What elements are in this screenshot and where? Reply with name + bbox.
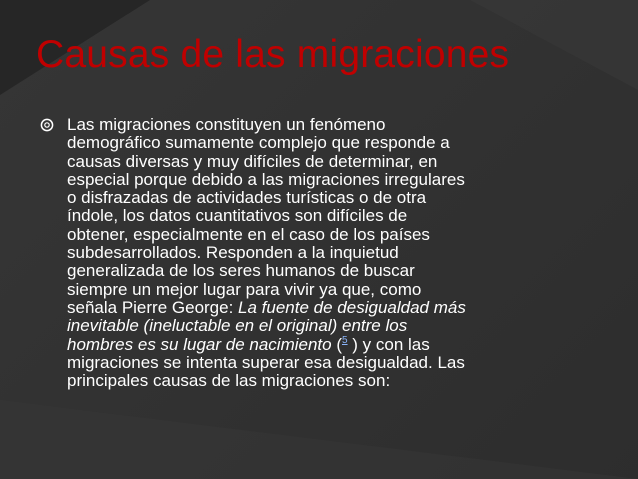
quote-text: hombres es su lugar de nacimiento	[67, 334, 332, 354]
quote-text: inevitable (ineluctable en el original) entre los	[67, 316, 408, 336]
open-paren: (	[331, 334, 342, 354]
text-line: Las migraciones constituyen un fenómeno	[67, 115, 386, 134]
footnote-reference-link[interactable]: 5	[341, 334, 348, 346]
text-line: generalizada de los seres humanos de buscar	[67, 261, 415, 281]
text-line: principales causas de las migraciones son:	[67, 371, 391, 391]
quote-attribution: señala Pierre George:	[67, 297, 239, 317]
text-line-quote	[67, 317, 559, 335]
text-line: siempre un mejor lugar para vivir ya que, como	[67, 279, 422, 299]
quote-text: La fuente de desigualdad más	[238, 297, 466, 317]
text-line: o disfrazadas de actividades turísticas o de otra	[67, 188, 427, 208]
text-line: subdesarrollados. Responden a la inquietud	[67, 243, 399, 263]
text-line-quote-end	[67, 336, 559, 354]
text-line: índole, los datos cuantitativos son difíciles de	[67, 206, 408, 226]
text-line: causas diversas y muy difíciles de determinar, en	[67, 151, 438, 171]
text-line: especial porque debido a las migraciones irregulares	[67, 169, 465, 189]
text-line: migraciones se intenta superar esa desigualdad. Las	[67, 352, 465, 372]
text-line-quote-intro	[67, 299, 559, 317]
close-paren-text: ) y con las	[347, 334, 430, 354]
slide-title: Causas de las migraciones	[36, 33, 510, 76]
hollow-bullet-icon	[40, 118, 54, 132]
text-line: demográfico sumamente complejo que responde a	[67, 133, 450, 153]
text-line: obtener, especialmente en el caso de los países	[67, 224, 430, 244]
bullet-paragraph	[67, 116, 559, 390]
